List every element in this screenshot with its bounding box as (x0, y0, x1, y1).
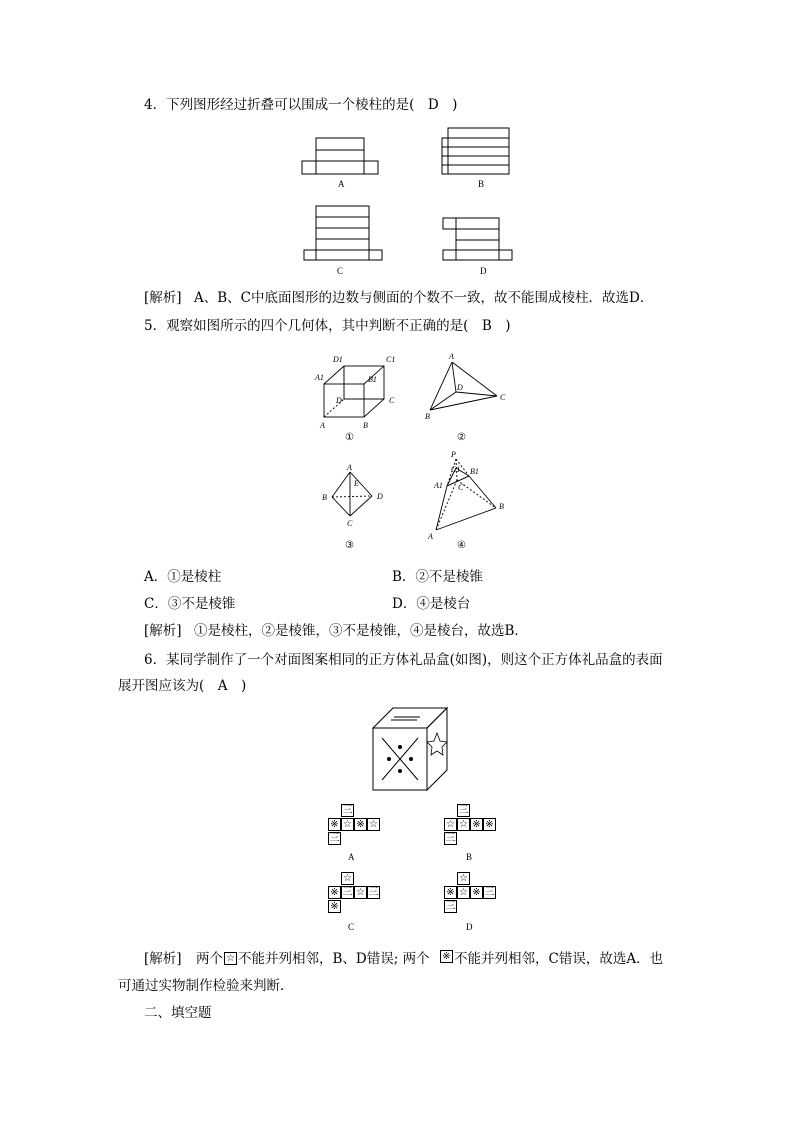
section-heading: 二、填空题 (144, 1005, 212, 1021)
v-cube-a1: A1 (315, 373, 324, 382)
v-cube-a: A (320, 421, 325, 430)
q6-label-c: C (348, 922, 355, 932)
q5-fig-3: ③ (345, 540, 354, 551)
v-bi-d: D (377, 492, 383, 501)
q6-label-b: B (466, 852, 473, 862)
q4-label-c: C (337, 266, 344, 276)
netC-c2: 三 (342, 887, 353, 898)
v-fr-a1: A1 (434, 481, 443, 490)
netB-c4: ※ (483, 818, 496, 831)
v-tetra-c: C (500, 393, 506, 402)
netB-c3: ※ (470, 818, 483, 831)
netC-bottom: ※ (328, 900, 341, 913)
v-bi-c: C (347, 519, 353, 528)
q4-stem: 4．下列图形经过折叠可以围成一个棱柱的是( D ) (144, 97, 458, 113)
netD-c2: ☆ (457, 886, 470, 899)
q5-stem: 5．观察如图所示的四个几何体，其中判断不正确的是( B ) (144, 318, 511, 334)
netC-top: ☆ (341, 872, 354, 885)
netB-top: 三 (458, 805, 469, 816)
netC-c1: ※ (328, 886, 341, 899)
q6-inline-star: ☆ (224, 952, 237, 965)
q5-fig-2: ② (457, 432, 466, 443)
netD-bottom: 三 (445, 901, 456, 912)
q5-fig-4: ④ (457, 540, 466, 551)
q4-analysis: A、B、C中底面图形的边数与侧面的个数不一致，故不能围成棱柱．故选D． (194, 290, 654, 306)
q6-stem-2: 展开图应该为( A ) (118, 678, 247, 694)
netD-c1: ※ (444, 886, 457, 899)
v-tetra-b: B (425, 412, 430, 421)
netB-c1: ☆ (444, 818, 457, 831)
netB-c2: ☆ (457, 818, 470, 831)
netB-bottom: 三 (445, 833, 456, 844)
netA-c4: ☆ (367, 818, 380, 831)
q5-analysis-tag: [解析] (144, 623, 182, 639)
q5-option-c: C．③不是棱锥 (144, 596, 236, 612)
q6-analysis-p3: 不能并列相邻，C错误，故选A．也 (454, 951, 664, 967)
v-fr-a: A (428, 532, 433, 541)
v-cube-d: D (336, 396, 342, 405)
q6-label-d: D (466, 922, 473, 932)
v-fr-c1: C1 (451, 465, 461, 474)
q4-label-a: A (338, 179, 345, 189)
v-cube-c1: C1 (386, 355, 396, 364)
q5-option-d: D．④是棱台 (392, 596, 471, 612)
q5-option-a: A．①是棱柱 (144, 569, 222, 585)
netD-c4: 三 (484, 887, 495, 898)
netA-c2: ☆ (341, 818, 354, 831)
v-tetra-d: D (457, 383, 463, 392)
v-bi-b: B (322, 493, 327, 502)
q4-label-b: B (478, 179, 485, 189)
v-cube-c: C (389, 396, 395, 405)
v-bi-a: A (347, 463, 352, 472)
v-fr-b: B (499, 502, 504, 511)
q6-analysis-p1: 两个 (196, 951, 223, 967)
q6-analysis-p2: 不能并列相邻，B、D错误; 两个 (238, 951, 430, 967)
netA-c1: ※ (328, 818, 341, 831)
netA-top: 三 (342, 805, 353, 816)
q4-label-d: D (480, 266, 487, 276)
v-fr-c: C (458, 483, 464, 492)
v-cube-b1: B1 (368, 375, 377, 384)
v-cube-d1: D1 (333, 355, 343, 364)
v-fr-p: P (451, 450, 456, 459)
q6-label-a: A (348, 852, 355, 862)
netA-bottom: 三 (329, 833, 340, 844)
netA-c3: ※ (354, 818, 367, 831)
v-tetra-a: A (449, 352, 454, 361)
q6-analysis-tag: [解析] (144, 951, 182, 967)
q5-option-b: B．②不是棱锥 (392, 569, 483, 585)
v-cube-b: B (363, 421, 368, 430)
q5-analysis: ①是棱柱，②是棱锥，③不是棱锥，④是棱台，故选B． (194, 623, 528, 639)
q6-analysis-line2: 可通过实物制作检验来判断． (118, 978, 294, 994)
netD-top: ☆ (457, 872, 470, 885)
v-fr-b1: B1 (470, 467, 479, 476)
netD-c3: ※ (470, 886, 483, 899)
netC-c3: ☆ (354, 886, 367, 899)
q6-stem-1: 6．某同学制作了一个对面图案相同的正方体礼品盒(如图)，则这个正方体礼品盒的表面 (144, 652, 663, 668)
q6-inline-cross: ※ (440, 950, 453, 963)
v-bi-e: E (354, 479, 359, 488)
netC-c4: 三 (368, 887, 379, 898)
q5-fig-1: ① (345, 432, 354, 443)
q4-analysis-tag: [解析] (144, 290, 182, 306)
